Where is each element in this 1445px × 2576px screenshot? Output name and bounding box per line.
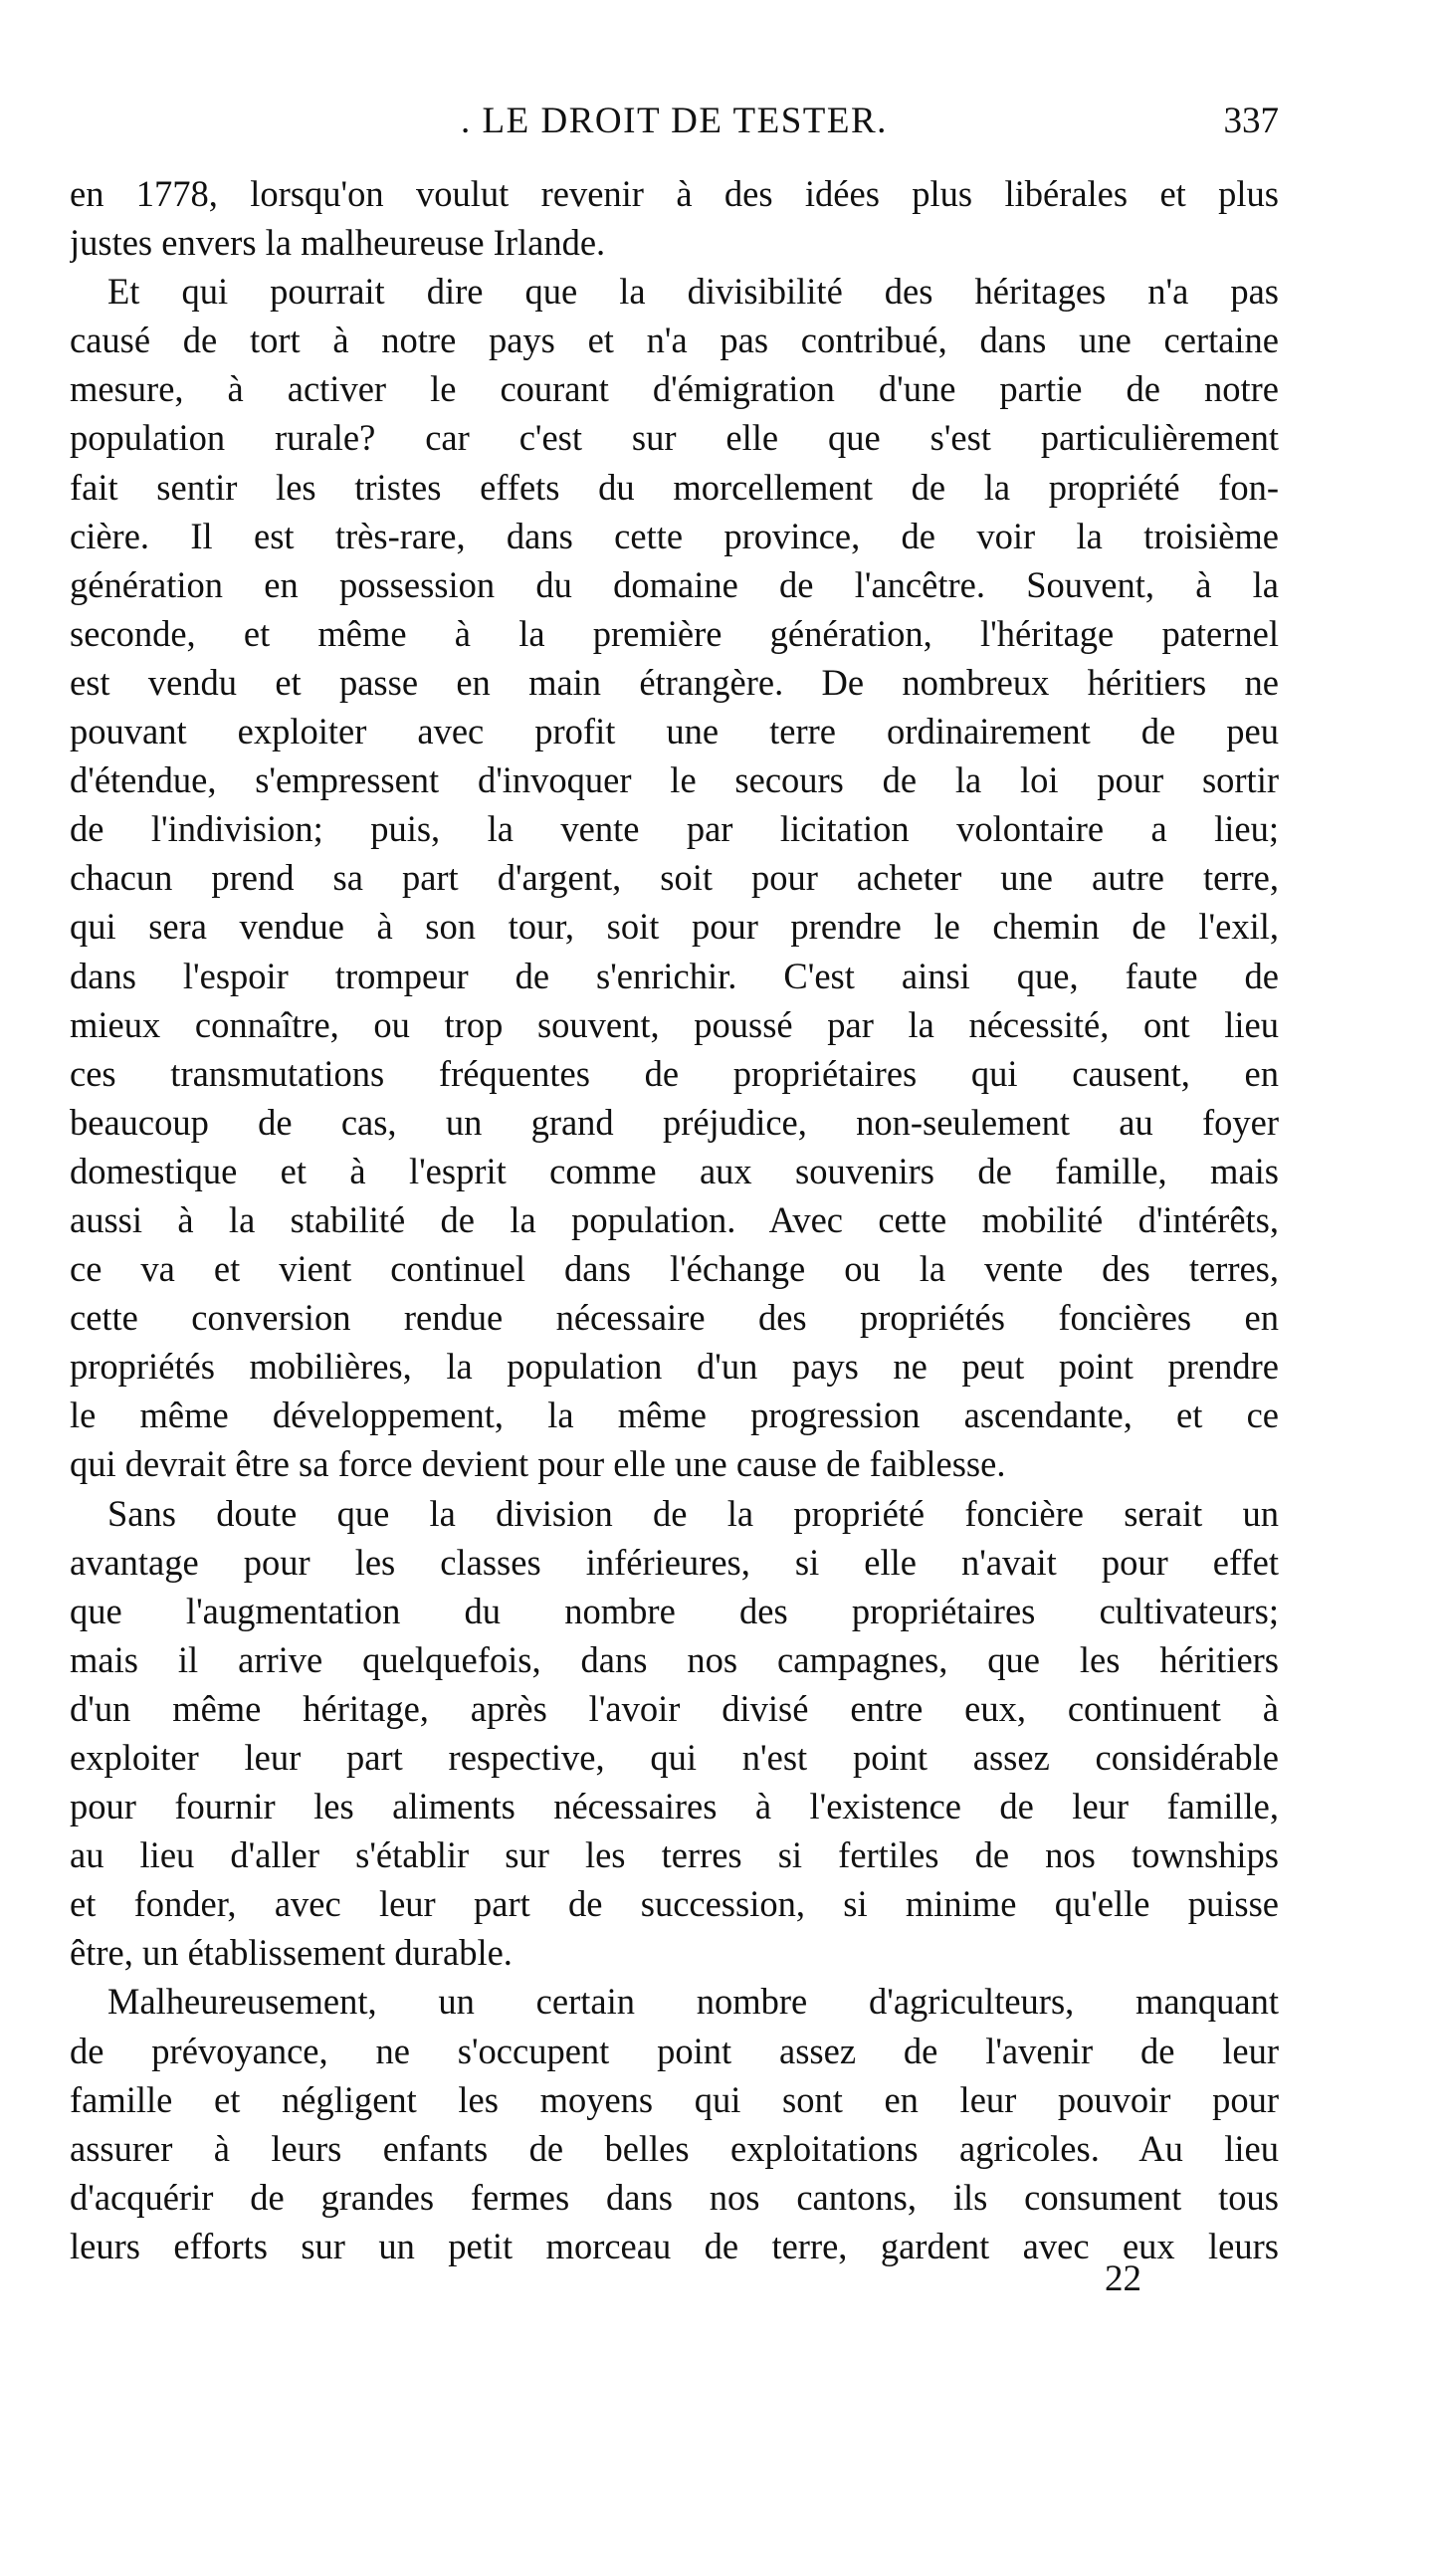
text-line: population rurale? car c'est sur elle que s'est particulièrement <box>70 417 1279 459</box>
text-line: en 1778, lorsqu'on voulut revenir à des idées plus libérales et plus <box>70 173 1279 214</box>
text-line: qui sera vendue à son tour, soit pour prendre le chemin de l'exil, <box>70 906 1279 948</box>
text-line: domestique et à l'esprit comme aux souvenirs de famille, mais <box>70 1150 1279 1191</box>
text-line: Et qui pourrait dire que la divisibilité des héritages n'a pas <box>107 271 1279 313</box>
text-line: causé de tort à notre pays et n'a pas contribué, dans une certaine <box>70 320 1279 361</box>
text-line: mieux connaître, ou trop souvent, poussé par la nécessité, ont lieu <box>70 1003 1279 1045</box>
signature-mark: 22 <box>1105 2258 1141 2299</box>
text-line: chacun prend sa part d'argent, soit pour acheter une autre terre, <box>70 857 1279 899</box>
text-line: famille et négligent les moyens qui sont en leur pouvoir pour <box>70 2078 1279 2120</box>
text-line: que l'augmentation du nombre des propriétaires cultivateurs; <box>70 1590 1279 1631</box>
text-line: mais il arrive quelquefois, dans nos campagnes, que les héritiers <box>70 1638 1279 1680</box>
running-title: . LE DROIT DE TESTER. <box>461 101 888 141</box>
text-line: beaucoup de cas, un grand préjudice, non-seulement au foyer <box>70 1101 1279 1143</box>
text-line: est vendu et passe en main étrangère. De nombreux héritiers ne <box>70 661 1279 703</box>
text-line: de prévoyance, ne s'occupent point assez de l'avenir de leur <box>70 2030 1279 2071</box>
text-line: dans l'espoir trompeur de s'enrichir. C'est ainsi que, faute de <box>70 955 1279 996</box>
page-header <box>70 92 1279 151</box>
text-line: cière. Il est très-rare, dans cette province, de voir la troisième <box>70 515 1279 556</box>
text-line: être, un établissement durable. <box>70 1932 513 1974</box>
text-line: avantage pour les classes inférieures, si elle n'avait pour effet <box>70 1541 1279 1583</box>
text-line: et fonder, avec leur part de succession, si minime qu'elle puisse <box>70 1883 1279 1925</box>
body-text <box>70 169 1279 2270</box>
text-line: de l'indivision; puis, la vente par licitation volontaire a lieu; <box>70 808 1279 850</box>
text-line: Sans doute que la division de la propriété foncière serait un <box>107 1492 1279 1534</box>
text-line: d'un même héritage, après l'avoir divisé entre eux, continuent à <box>70 1687 1279 1729</box>
text-line: exploiter leur part respective, qui n'est point assez considérable <box>70 1737 1279 1778</box>
text-line: pour fournir les aliments nécessaires à l'existence de leur famille, <box>70 1786 1279 1827</box>
text-line: au lieu d'aller s'établir sur les terres si fertiles de nos townships <box>70 1834 1279 1876</box>
text-line: Malheureusement, un certain nombre d'agriculteurs, manquant <box>107 1981 1279 2023</box>
text-line: assurer à leurs enfants de belles exploitations agricoles. Au lieu <box>70 2127 1279 2169</box>
text-line: propriétés mobilières, la population d'un pays ne peut point prendre <box>70 1346 1279 1388</box>
text-line: pouvant exploiter avec profit une terre ordinairement de peu <box>70 711 1279 752</box>
text-line: justes envers la malheureuse Irlande. <box>70 222 606 264</box>
text-line: mesure, à activer le courant d'émigration d'une partie de notre <box>70 368 1279 410</box>
text-line: d'acquérir de grandes fermes dans nos cantons, ils consument tous <box>70 2176 1279 2218</box>
text-line: le même développement, la même progression ascendante, et ce <box>70 1395 1279 1436</box>
text-line: ce va et vient continuel dans l'échange ou la vente des terres, <box>70 1248 1279 1290</box>
text-line: génération en possession du domaine de l'ancêtre. Souvent, à la <box>70 563 1279 605</box>
text-line: cette conversion rendue nécessaire des propriétés foncières en <box>70 1297 1279 1339</box>
text-line: qui devrait être sa force devient pour elle une cause de faiblesse. <box>70 1443 1006 1485</box>
text-line: seconde, et même à la première génération, l'héritage paternel <box>70 612 1279 654</box>
text-line: ces transmutations fréquentes de propriétaires qui causent, en <box>70 1052 1279 1094</box>
text-line: aussi à la stabilité de la population. Avec cette mobilité d'intérêts, <box>70 1198 1279 1240</box>
text-line: fait sentir les tristes effets du morcellement de la propriété fon- <box>70 466 1279 508</box>
text-line: d'étendue, s'empressent d'invoquer le secours de la loi pour sortir <box>70 759 1279 801</box>
page-number: 337 <box>1223 101 1279 141</box>
text-line: leurs efforts sur un petit morceau de terre, gardent avec eux leurs <box>70 2225 1279 2266</box>
